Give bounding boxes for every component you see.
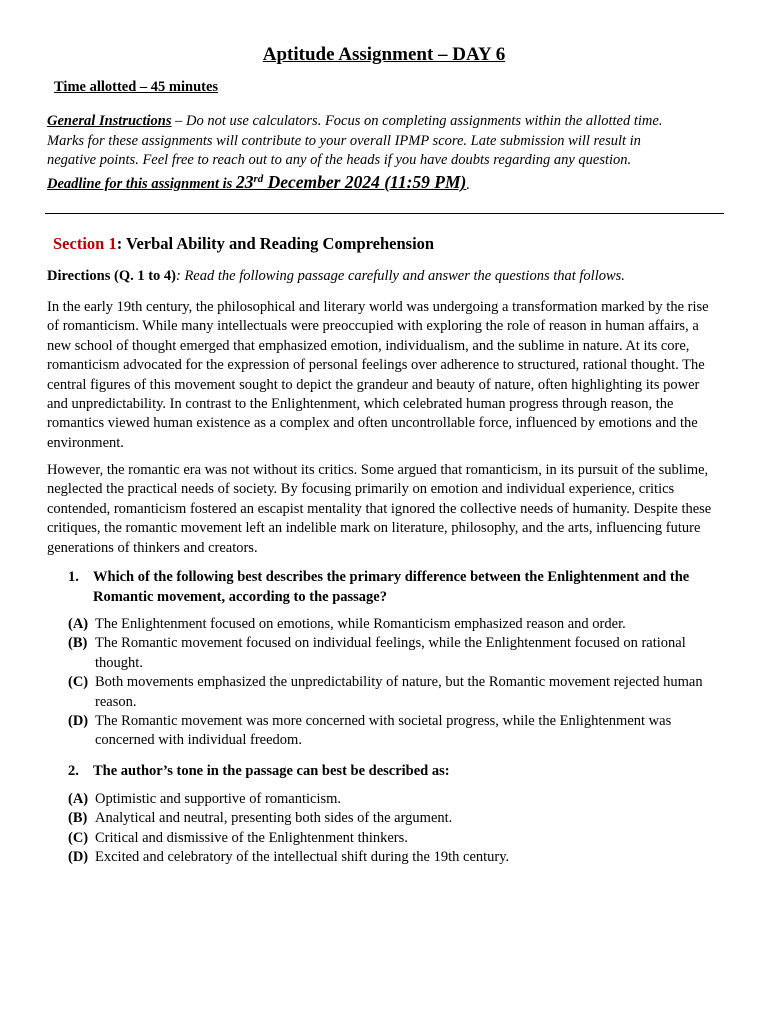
general-instructions bbox=[47, 112, 687, 195]
directions bbox=[47, 268, 625, 285]
option-text: Analytical and neutral, presenting both sides of the argument. bbox=[95, 810, 453, 827]
option-key: (B) bbox=[68, 810, 88, 827]
horizontal-divider bbox=[45, 213, 724, 214]
option-key: (A) bbox=[68, 791, 89, 807]
option-text: The Romantic movement was more concerned with societal progress, while the Enlightenment was concerned with individual freedom. bbox=[95, 713, 672, 749]
passage-paragraph-2: However, the romantic era was not without its critics. Some argued that romanticism, in its pursuit of the sublime, neglected the practical needs of society. By focusing primarily on emotion and individual experience, critics contended, romanticism fostered an escapist mentality that ignored the collective needs of humanity. Despite these critiques, the romantic movement left an indelible mark on literature, philosophy, and the arts, influencing future generations of thinkers and creators. bbox=[47, 462, 712, 556]
deadline-day: 23 bbox=[235, 172, 254, 193]
instructions-end: . bbox=[466, 176, 470, 193]
directions-label: Directions (Q. 1 to 4) bbox=[47, 268, 176, 284]
option-key: (D) bbox=[68, 849, 89, 866]
option-key: (A) bbox=[68, 616, 89, 632]
option-key: (C) bbox=[68, 829, 89, 846]
option-key: (D) bbox=[68, 713, 89, 730]
option-text: Excited and celebratory of the intellectual shift during the 19th century. bbox=[95, 849, 510, 866]
deadline bbox=[47, 172, 467, 193]
page-title: Aptitude Assignment – DAY 6 bbox=[262, 44, 506, 65]
option-d bbox=[68, 848, 723, 867]
option-text: Both movements emphasized the unpredictability of nature, but the Romantic movement rejected human reason. bbox=[95, 674, 703, 710]
directions-text: : Read the following passage carefully and answer the questions that follows. bbox=[176, 268, 625, 284]
question-1 bbox=[68, 568, 718, 607]
section-label: Section 1 bbox=[53, 234, 117, 253]
section-title: : Verbal Ability and Reading Comprehension bbox=[116, 234, 435, 253]
option-text: Optimistic and supportive of romanticism. bbox=[95, 791, 342, 807]
deadline-day-suffix: rd bbox=[253, 173, 264, 186]
option-text: The Enlightenment focused on emotions, while Romanticism emphasized reason and order. bbox=[95, 616, 626, 632]
passage-paragraph-1: In the early 19th century, the philosophical and literary world was undergoing a transformation marked by the rise of romanticism. While many intellectuals were preoccupied with exploring the role of reason in human affairs, a new school of thought emerged that emphasized emotion, individualism, and the sublime in nature. At its core, romanticism advocated for the expression of personal feelings over adherence to structured, rational thought. The central figures of this movement sought to depict the grandeur and beauty of nature, often highlighting its power and unpredictability. In contrast to the Enlightenment, which celebrated human progress through reason, the romantics viewed human existence as a complex and often uncontrollable force, influenced by emotions and the environment. bbox=[47, 299, 709, 451]
option-c bbox=[68, 673, 723, 712]
option-key: (B) bbox=[68, 635, 88, 652]
question-2 bbox=[68, 762, 718, 782]
instructions-text: – Do not use calculators. Focus on completing assignments within the allotted time. Marks for these assignments will contribute to your overall IPMP score. Late submission will result in negative points. Feel free to reach out to any of the heads if you have doubts regarding any question. bbox=[47, 113, 663, 168]
option-a bbox=[68, 615, 723, 634]
option-b bbox=[68, 809, 723, 828]
time-allotted: Time allotted – 45 minutes bbox=[54, 79, 219, 95]
section-heading bbox=[53, 234, 434, 254]
question-text: Which of the following best describes the primary difference between the Enlightenment and the Romantic movement, according to the passage? bbox=[93, 569, 690, 605]
question-number: 1. bbox=[68, 569, 79, 585]
option-a bbox=[68, 790, 723, 809]
option-text: Critical and dismissive of the Enlightenment thinkers. bbox=[95, 829, 408, 846]
deadline-prefix: Deadline for this assignment is bbox=[47, 176, 236, 193]
question-2-options bbox=[68, 790, 723, 868]
option-key: (C) bbox=[68, 674, 89, 691]
option-text: The Romantic movement focused on individual feelings, while the Enlightenment focused on rational thought. bbox=[95, 635, 686, 671]
option-d bbox=[68, 712, 723, 751]
question-text: The author’s tone in the passage can best be described as: bbox=[93, 763, 450, 779]
question-number: 2. bbox=[68, 763, 79, 779]
question-1-options bbox=[68, 615, 723, 751]
deadline-date: December 2024 (11:59 PM) bbox=[263, 172, 467, 193]
option-b bbox=[68, 634, 723, 673]
instructions-label: General Instructions bbox=[47, 113, 172, 129]
option-c bbox=[68, 829, 723, 848]
